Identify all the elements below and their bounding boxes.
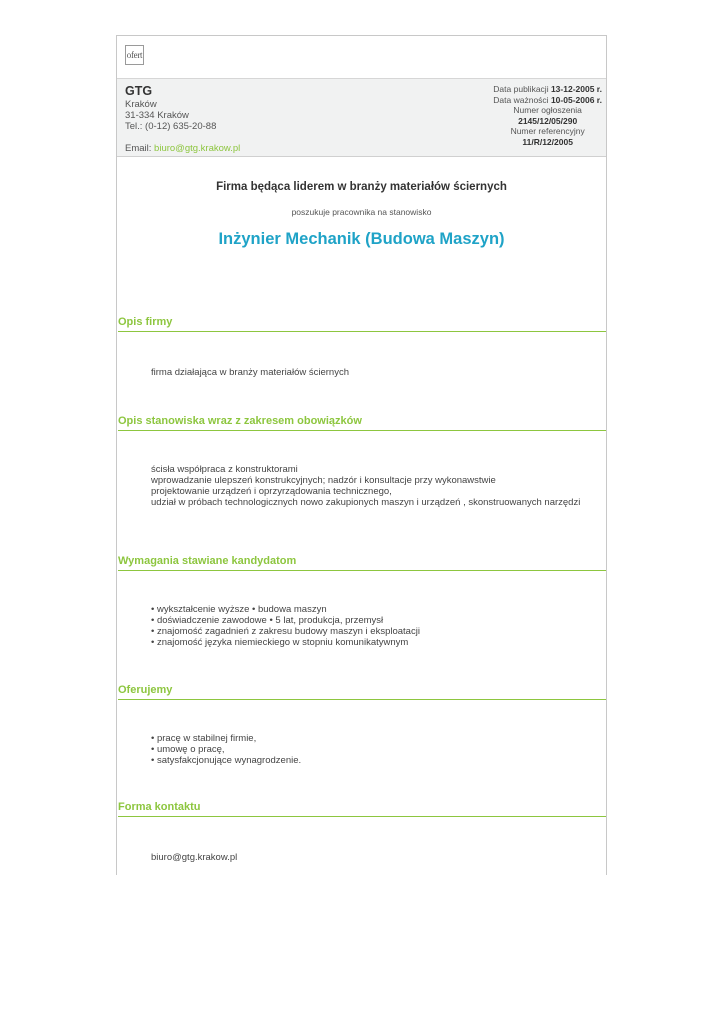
company-info [125, 84, 240, 154]
section-title-requirements: Wymagania stawiane kandydatom [118, 555, 606, 571]
offer-header [117, 79, 606, 157]
contact-email[interactable]: biuro@gtg.krakow.pl [151, 852, 238, 863]
offer-number-label: Numer ogłoszenia [513, 105, 582, 115]
list-item: • umowę o pracę, [151, 744, 225, 755]
section-body-duties [151, 464, 586, 508]
seeking-text: poszukuje pracownika na stanowisko [291, 207, 432, 217]
list-item: ścisła współpraca z konstruktorami [151, 464, 298, 475]
email-label: Email: [125, 143, 152, 154]
list-item: • satysfakcjonujące wynagrodzenie. [151, 755, 302, 766]
list-item: projektowanie urządzeń i oprzyrządowania technicznego, [151, 486, 392, 497]
reference-number-label: Numer referencyjny [510, 126, 585, 136]
position-title: Inżynier Mechanik (Budowa Maszyn) [218, 230, 505, 248]
offer-meta [493, 84, 602, 147]
list-item: wprowadzanie ulepszeń konstrukcyjnych; nadzór i konsultacje przy wykonawstwie [151, 475, 496, 486]
publication-label: Data publikacji [493, 84, 549, 94]
section-title-contact: Forma kontaktu [118, 801, 606, 817]
company-lead: Firma będąca liderem w branży materiałów ściernych [216, 181, 507, 193]
list-item: • pracę w stabilnej firmie, [151, 733, 257, 744]
company-phone: Tel.: (0-12) 635-20-88 [125, 121, 217, 132]
company-email-link[interactable]: biuro@gtg.krakow.pl [154, 143, 241, 154]
section-body-company [151, 367, 586, 378]
logo: ofert [125, 45, 144, 65]
section-body-requirements [151, 604, 586, 648]
section-body-contact [151, 852, 586, 863]
company-address: 31-334 Kraków [125, 110, 189, 121]
company-city: Kraków [125, 99, 157, 110]
publication-date [493, 84, 602, 95]
validity-value: 10-05-2006 r. [550, 94, 602, 105]
list-item: firma działająca w branży materiałów ściernych [151, 367, 349, 378]
list-item: udział w próbach technologicznych nowo zakupionych maszyn i urządzeń , skonstruowanych narzędzi [151, 497, 581, 508]
list-item: • znajomość języka niemieckiego w stopniu komunikatywnym [151, 637, 409, 648]
section-title-duties: Opis stanowiska wraz z zakresem obowiązków [118, 415, 606, 431]
section-title-company: Opis firmy [118, 316, 606, 332]
list-item: • znajomość zagadnień z zakresu budowy maszyn i eksploatacji [151, 626, 420, 637]
validity-label: Data ważności [493, 94, 549, 105]
company-email-row [125, 143, 240, 154]
logo-bar [117, 36, 606, 79]
section-body-offer [151, 733, 586, 766]
reference-number: 11/R/12/2005 [522, 136, 573, 147]
offer-number: 2145/12/05/290 [518, 115, 578, 126]
publication-value: 13-12-2005 r. [550, 84, 602, 94]
section-title-offer: Oferujemy [118, 684, 606, 700]
validity-date [493, 95, 602, 106]
job-offer-page [116, 35, 607, 875]
company-name: GTG [125, 84, 153, 98]
list-item: • doświadczenie zawodowe • 5 lat, produkcja, przemysł [151, 615, 384, 626]
list-item: • wykształcenie wyższe • budowa maszyn [151, 604, 327, 615]
